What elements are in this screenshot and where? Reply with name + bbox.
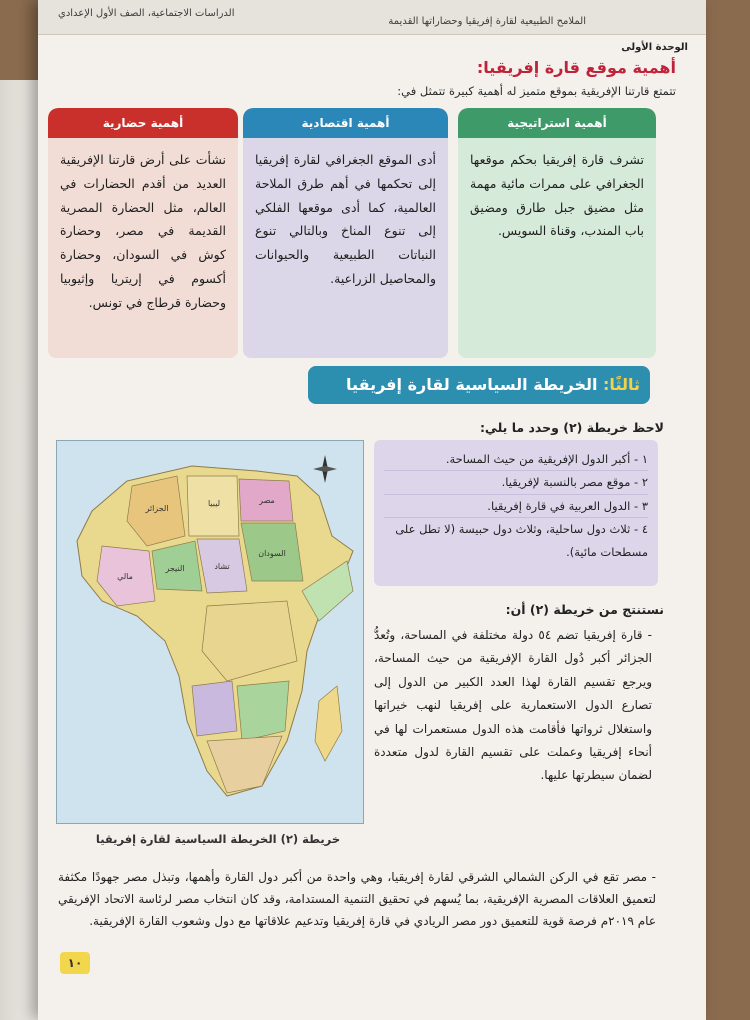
conclude-text: - قارة إفريقيا تضم ٥٤ دولة مختلفة في المساحة، وتُعدُّ الجزائر أكبر دُول القارة الإفريقية من حيث المساحة، ويرجع تقسيم القارة لهذا العدد الكبير من الدول إلى تصارع الدول الاستعمارية على إفريقيا لنهب خيراتها واستغلال ثرواتها فأقامت هذه الدول مستعمرات لها في أنحاء إفريقيا وعملت على تقسيم القارة لدول متعددة لضمان سيطرتها عليها. bbox=[374, 628, 652, 783]
observe-item: ١ - أكبر الدول الإفريقية من حيث المساحة. bbox=[384, 448, 648, 471]
map-svg bbox=[57, 441, 363, 823]
section-banner bbox=[308, 366, 650, 404]
card-economic bbox=[243, 108, 448, 358]
card-strategic-title: أهمية استراتيجية bbox=[458, 108, 656, 138]
observe-item: ٤ - ثلاث دول ساحلية، وثلاث دول حبيسة (لا تطل على مسطحات مائية). bbox=[395, 522, 648, 559]
header-subject: الدراسات الاجتماعية، الصف الأول الإعدادي bbox=[58, 8, 235, 19]
header-chapter: الملامح الطبيعية لقارة إفريقيا وحضاراتها القديمة bbox=[388, 16, 586, 27]
card-economic-text: أدى الموقع الجغرافي لقارة إفريقيا إلى تحكمها في أهم طرق الملاحة العالمية، كما أدى موقعها الفلكي إلى تنوع المناخ وبالتالي تنوع النباتات الطبيعية والحيوانات والمحاصيل الزراعية. bbox=[255, 152, 436, 286]
map-label-sudan: السودان bbox=[258, 549, 286, 558]
banner-number: ثالثًا: bbox=[603, 375, 640, 394]
map-caption: خريطة (٢) الخريطة السياسية لقارة إفريقيا bbox=[95, 832, 341, 846]
observe-item: ٣ - الدول العربية في قارة إفريقيا. bbox=[384, 495, 648, 518]
bottom-paragraph: - مصر تقع في الركن الشمالي الشرقي لقارة إفريقيا، وهي واحدة من أكبر دول القارة وأهمها، وتبذل مصر جهودًا مكثفة لتعميق العلاقات المصرية الإفريقية، بما يُسهم في تحقيق التنمية المستدامة، وقد كان انتخاب مصر لرئاسة الاتحاد الإفريقي عام ٢٠١٩م فرصة قوية للتعميق دور مصر الريادي في قارة إفريقيا وتدعيم علاقاتها مع دول وشعوب القارة الإفريقية. bbox=[58, 870, 656, 929]
card-strategic-text: تشرف قارة إفريقيا بحكم موقعها الجغرافي على ممرات مائية مهمة مثل مضيق جبل طارق ومضيق باب المندب، وقناة السويس. bbox=[470, 152, 644, 239]
region-angola bbox=[192, 681, 237, 736]
observe-box bbox=[374, 440, 658, 586]
section-title-main: أهمية موقع قارة إفريقيا: bbox=[476, 58, 676, 77]
banner-title: الخريطة السياسية لقارة إفريقيا bbox=[346, 375, 604, 394]
page-number: ١٠ bbox=[60, 952, 90, 974]
left-page-edge bbox=[0, 80, 38, 1020]
map-label-egypt: مصر bbox=[259, 496, 275, 505]
card-economic-title: أهمية اقتصادية bbox=[243, 108, 448, 138]
map-label-niger: النيجر bbox=[165, 564, 185, 573]
map-label-algeria: الجزائر bbox=[145, 504, 169, 513]
textbook-page bbox=[38, 0, 706, 1020]
card-cultural-title: أهمية حضارية bbox=[48, 108, 238, 138]
section-subtitle: تتمتع قارتنا الإفريقية بموقع متميز له أهمية كبيرة تتمثل في: bbox=[397, 84, 676, 98]
page-header bbox=[38, 0, 706, 35]
observe-title: لاحظ خريطة (٢) وحدد ما يلي: bbox=[479, 420, 664, 435]
observe-item: ٢ - موقع مصر بالنسبة لإفريقيا. bbox=[384, 471, 648, 494]
header-unit: الوحدة الأولى bbox=[621, 42, 688, 53]
map-label-chad: تشاد bbox=[214, 562, 230, 571]
map-label-mali: مالي bbox=[117, 572, 133, 581]
map-label-libya: ليبيا bbox=[207, 499, 221, 508]
card-cultural bbox=[48, 108, 238, 358]
card-cultural-text: نشأت على أرض قارتنا الإفريقية العديد من أقدم الحضارات في العالم، مثل الحضارة المصرية القديمة في مصر، وحضارة كوش في السودان، وحضارة أكسوم في إريتريا وإثيوبيا وحضارة قرطاج في تونس. bbox=[60, 152, 226, 310]
section-title bbox=[76, 58, 676, 77]
region-zambia bbox=[237, 681, 289, 741]
card-strategic bbox=[458, 108, 656, 358]
africa-political-map bbox=[56, 440, 364, 824]
conclude-title: نستنتج من خريطة (٢) أن: bbox=[505, 602, 664, 617]
